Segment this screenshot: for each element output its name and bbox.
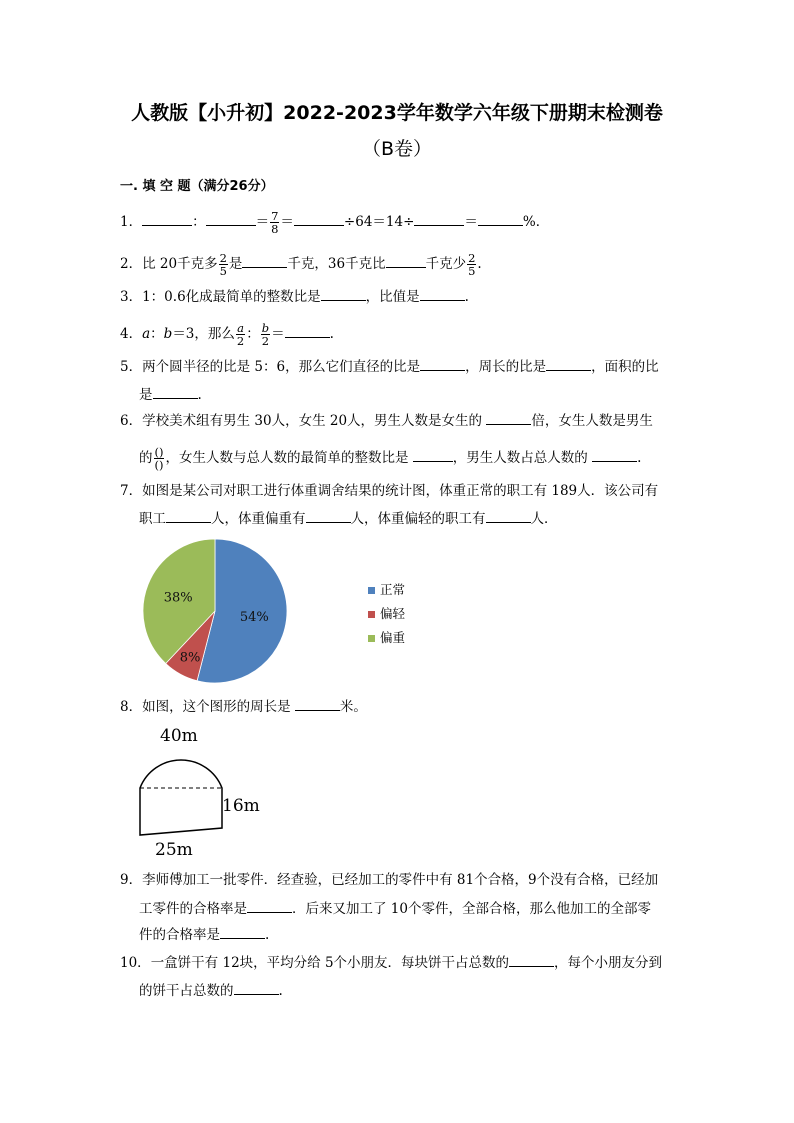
blank[interactable] bbox=[166, 510, 211, 523]
section-heading: 一. 填 空 题（满分26分） bbox=[120, 179, 274, 194]
blank[interactable] bbox=[486, 412, 531, 425]
page-subtitle: （B卷） bbox=[361, 138, 433, 160]
question-9-cont2: 件的合格率是 . bbox=[139, 927, 270, 943]
blank[interactable] bbox=[413, 449, 453, 462]
question-6: 6．学校美术组有男生 30人，女生 20人，男生人数是女生的 倍，女生人数是男生 bbox=[120, 413, 653, 429]
blank[interactable] bbox=[420, 358, 465, 371]
blank[interactable] bbox=[220, 926, 265, 939]
blank[interactable] bbox=[321, 288, 366, 301]
shape-figure bbox=[130, 740, 240, 850]
blank[interactable] bbox=[546, 358, 591, 371]
blank[interactable] bbox=[486, 510, 531, 523]
question-1: 1． ： ＝ $\frac{7}{8}$ ＝ ÷64＝14÷ ＝ %． bbox=[120, 209, 550, 236]
blank[interactable] bbox=[509, 954, 554, 967]
legend-item-light: 偏轻 bbox=[368, 604, 405, 622]
label-right: 16m bbox=[222, 796, 260, 816]
blank[interactable] bbox=[247, 900, 292, 913]
question-5: 5．两个圆半径的比是 5：6，那么它们直径的比是 ，周长的比是 ，面积的比 bbox=[120, 359, 659, 375]
label-top: 40m bbox=[160, 726, 198, 746]
legend-swatch bbox=[368, 587, 375, 594]
shape-outline bbox=[140, 760, 222, 835]
data-label: 38% bbox=[163, 590, 193, 606]
fraction: $\frac{b}{2}$ bbox=[261, 321, 270, 348]
question-2: 2．比 20千克多 $\frac{2}{5}$ 是 千克，36千克比 千克少 $\frac{2}{5}$ . bbox=[120, 251, 482, 278]
question-7-cont: 职工 人，体重偏重有 人，体重偏轻的职工有 人． bbox=[139, 511, 558, 527]
blank[interactable] bbox=[153, 386, 198, 399]
fraction: $\frac{2}{5}$ bbox=[219, 251, 227, 278]
question-4: 4．a：b＝3，那么 $\frac{a}{2}$ ： $\frac{b}{2}$ ＝ . bbox=[120, 321, 334, 348]
question-3: 3．1：0.6化成最简单的整数比是 ，比值是 . bbox=[120, 289, 469, 305]
label-bottom: 25m bbox=[155, 840, 193, 860]
page-title: 人教版【小升初】2022-2023学年数学六年级下册期末检测卷 bbox=[131, 102, 663, 124]
data-label: 54% bbox=[239, 609, 269, 625]
blank[interactable] bbox=[478, 213, 523, 226]
legend-item-heavy: 偏重 bbox=[368, 628, 405, 646]
pie-chart bbox=[130, 530, 300, 700]
fraction: $\frac{2}{5}$ bbox=[468, 251, 476, 278]
fraction: $\frac{7}{8}$ bbox=[271, 209, 279, 236]
blank[interactable] bbox=[206, 213, 256, 226]
blank[interactable] bbox=[285, 325, 330, 338]
data-label: 8% bbox=[179, 650, 201, 666]
question-6-cont: 的 $\frac{()}{()}$ ，女生人数与总人数的最简单的整数比是 ，男生人数占总人数的 . bbox=[139, 445, 642, 472]
legend-item-normal: 正常 bbox=[368, 580, 405, 598]
fraction: $\frac{()}{()}$ bbox=[154, 445, 164, 472]
blank[interactable] bbox=[386, 255, 426, 268]
blank[interactable] bbox=[142, 213, 192, 226]
blank[interactable] bbox=[414, 213, 464, 226]
fraction: $\frac{a}{2}$ bbox=[236, 321, 245, 348]
blank[interactable] bbox=[420, 288, 465, 301]
question-9-cont: 工零件的合格率是 ．后来又加工了 10个零件，全部合格，那么他加工的全部零 bbox=[139, 901, 651, 917]
legend-swatch bbox=[368, 635, 375, 642]
blank[interactable] bbox=[294, 213, 344, 226]
question-7: 7．如图是某公司对职工进行体重调舍结果的统计图，体重正常的职工有 189人．该公司有 bbox=[120, 483, 659, 499]
legend-swatch bbox=[368, 611, 375, 618]
blank[interactable] bbox=[234, 982, 279, 995]
question-10-cont: 的饼干占总数的 . bbox=[139, 983, 283, 999]
question-5-cont: 是 . bbox=[139, 387, 202, 403]
question-9: 9．李师傅加工一批零件．经查验，已经加工的零件中有 81个合格，9个没有合格，已经加 bbox=[120, 872, 659, 888]
blank[interactable] bbox=[242, 255, 287, 268]
blank[interactable] bbox=[592, 449, 637, 462]
question-10: 10．一盒饼干有 12块，平均分给 5个小朋友．每块饼干占总数的 ，每个小朋友分到 bbox=[120, 955, 663, 971]
question-8: 8．如图，这个图形的周长是 米。 bbox=[120, 699, 367, 715]
blank[interactable] bbox=[295, 698, 340, 711]
blank[interactable] bbox=[306, 510, 351, 523]
